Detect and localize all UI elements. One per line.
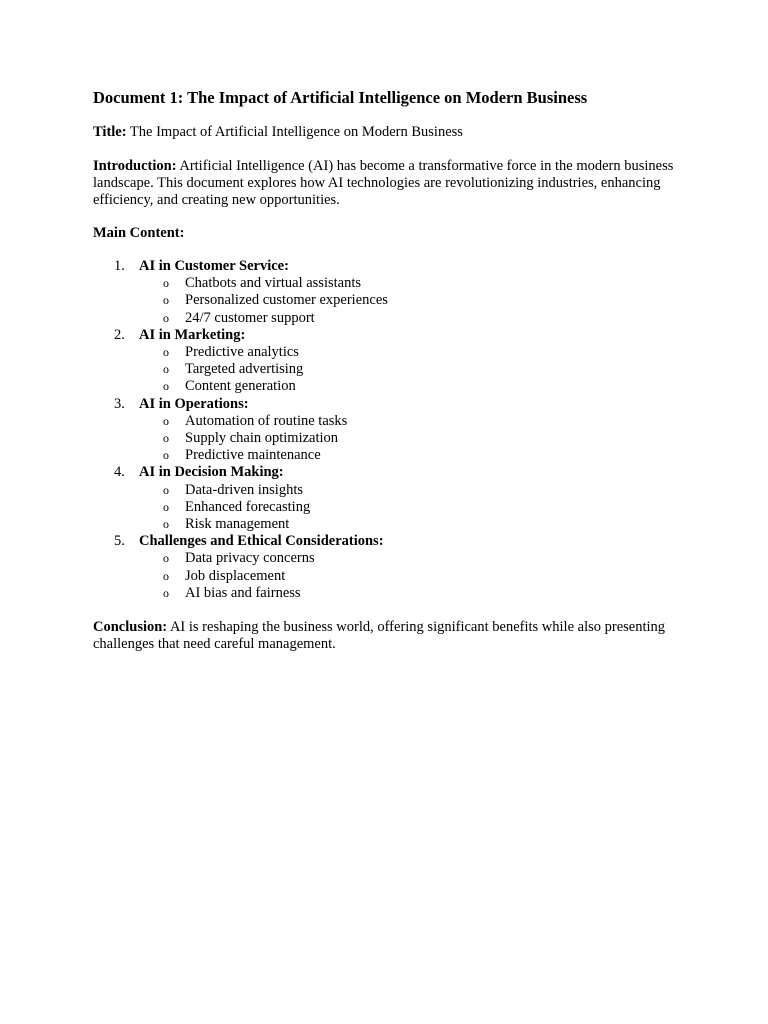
bullet-item [93,275,693,292]
bullet-text: Automation of routine tasks [185,412,348,429]
bullet-text: Data privacy concerns [185,550,315,567]
main-content-label: Main Content: [93,225,185,241]
section-heading [93,396,693,413]
section-item [93,258,693,327]
bullet-text: Risk management [185,516,290,533]
hollow-bullet-icon: o [163,362,169,377]
title-text: The Impact of Artificial Intelligence on Modern Business [126,124,463,140]
section-number: 1. [114,258,125,274]
hollow-bullet-icon: o [163,310,169,325]
hollow-bullet-icon: o [163,568,169,583]
hollow-bullet-icon: o [163,276,169,291]
bullet-item [93,430,693,447]
bullet-text: Targeted advertising [185,361,304,378]
introduction-text: Artificial Intelligence (AI) has become a transformative force in the modern business landscape. This document explores how AI technologies are revolutionizing industries, enhancing efficiency, and creating new opportunities. [93,158,674,208]
bullet-list [93,482,693,534]
bullet-item [93,413,693,430]
section-heading [93,327,693,344]
bullet-text: Content generation [185,378,296,395]
introduction-label: Introduction: [93,158,177,174]
bullet-item [93,361,693,378]
conclusion-text: AI is reshaping the business world, offering significant benefits while also presenting challenges that need careful management. [93,619,666,653]
title-label: Title: [93,124,127,140]
hollow-bullet-icon: o [163,413,169,428]
bullet-text: 24/7 customer support [185,309,315,326]
bullet-item [93,292,693,309]
bullet-list [93,344,693,396]
section-title: AI in Operations: [139,395,249,412]
bullet-text: Data-driven insights [185,481,303,498]
bullet-item [93,447,693,464]
hollow-bullet-icon: o [163,517,169,532]
section-item [93,396,693,465]
section-heading [93,533,693,550]
conclusion-label: Conclusion: [93,619,168,636]
hollow-bullet-icon: o [163,448,169,463]
bullet-text: Enhanced forecasting [185,498,311,515]
section-title: Challenges and Ethical Considerations: [139,533,384,550]
introduction-paragraph [93,158,693,209]
section-number: 2. [114,326,125,343]
section-number: 5. [114,533,125,550]
bullet-list [93,413,693,465]
bullet-text: Supply chain optimization [185,430,339,447]
bullet-item [93,499,693,516]
section-title: AI in Marketing: [139,326,246,343]
section-heading [93,258,693,275]
hollow-bullet-icon: o [163,293,169,308]
bullet-text: Job displacement [185,567,286,584]
hollow-bullet-icon: o [163,551,169,566]
document-heading: Document 1: The Impact of Artificial Intelligence on Modern Business [93,88,588,107]
section-item [93,327,693,396]
bullet-item [93,568,693,585]
bullet-text: Predictive analytics [185,344,299,361]
bullet-text: Personalized customer experiences [185,292,388,309]
bullet-item [93,516,693,533]
section-item [93,533,693,602]
hollow-bullet-icon: o [163,431,169,446]
hollow-bullet-icon: o [163,585,169,600]
bullet-item [93,344,693,361]
conclusion-paragraph [93,619,693,653]
section-heading [93,464,693,481]
title-paragraph [93,124,693,141]
hollow-bullet-icon: o [163,482,169,497]
section-number: 3. [114,395,125,412]
section-title: AI in Customer Service: [139,258,289,274]
section-item [93,464,693,533]
bullet-list [93,550,693,602]
hollow-bullet-icon: o [163,499,169,514]
hollow-bullet-icon: o [163,345,169,360]
section-title: AI in Decision Making: [139,464,284,481]
bullet-item [93,310,693,327]
hollow-bullet-icon: o [163,379,169,394]
document-page [93,88,693,653]
main-content-list [93,258,693,602]
bullet-item [93,482,693,499]
bullet-list [93,275,693,327]
bullet-item [93,585,693,602]
section-number: 4. [114,464,125,481]
bullet-text: Predictive maintenance [185,447,321,464]
bullet-text: AI bias and fairness [185,584,301,601]
bullet-text: Chatbots and virtual assistants [185,275,361,292]
bullet-item [93,378,693,395]
bullet-item [93,550,693,567]
